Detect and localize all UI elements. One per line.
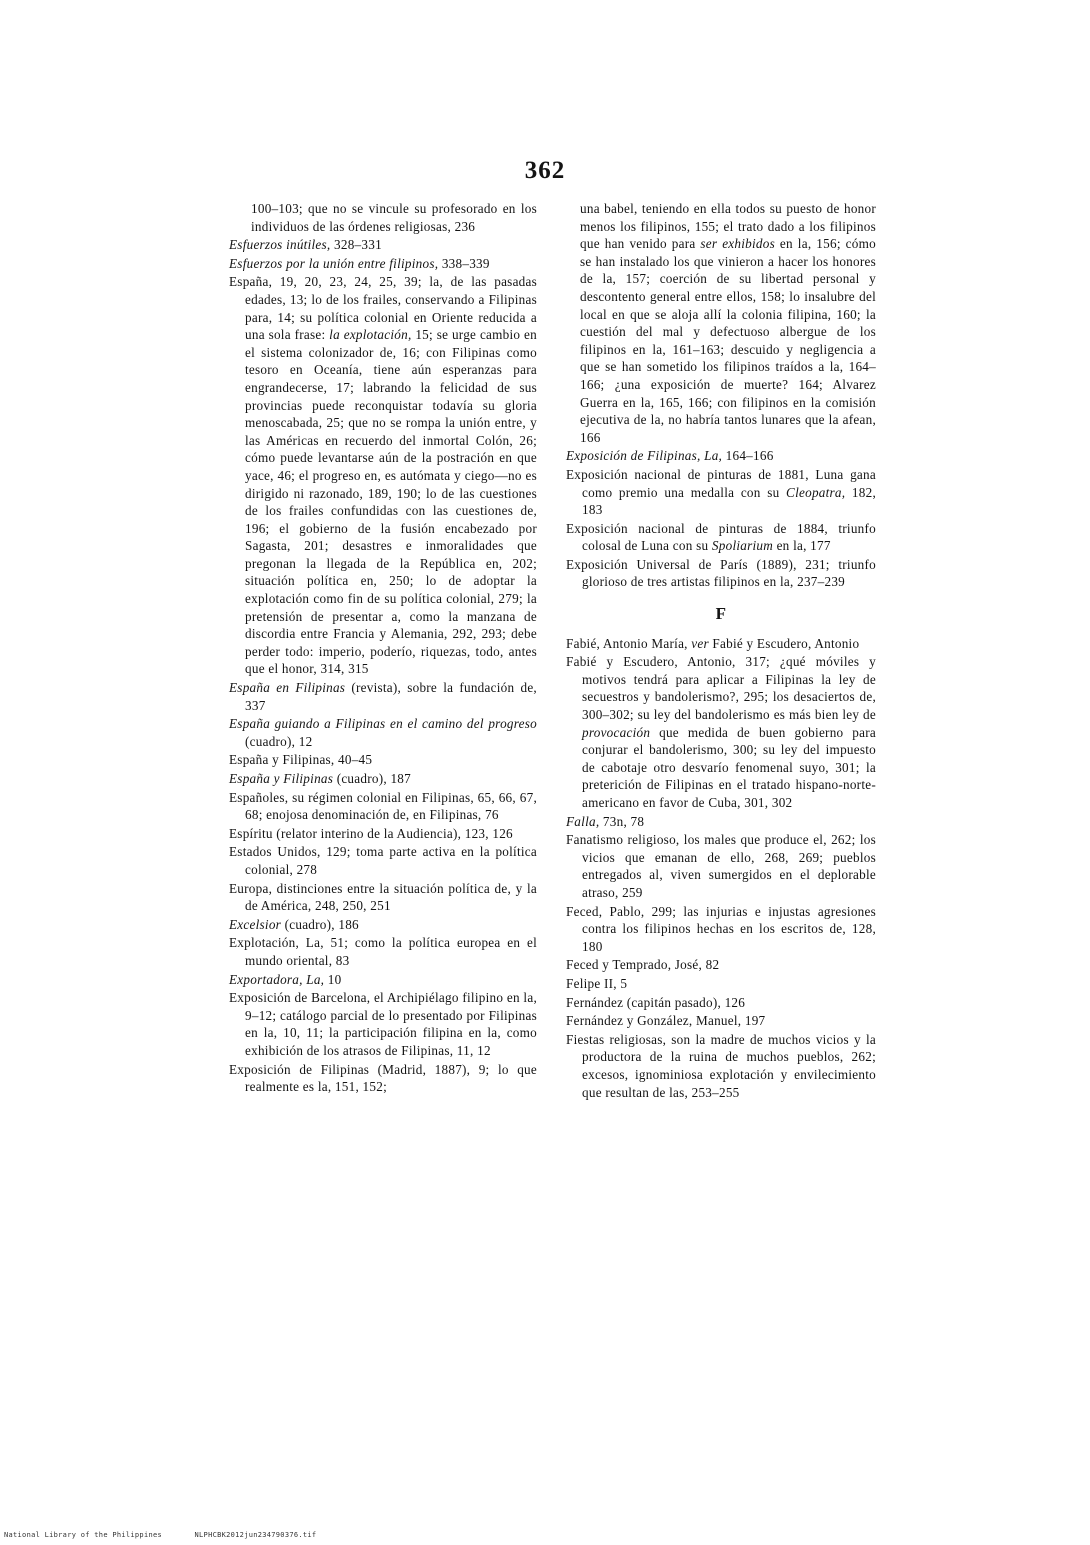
index-entry-text: (cuadro), 186 bbox=[281, 916, 359, 932]
index-entry-text: 164–166 bbox=[722, 448, 774, 464]
index-entry bbox=[229, 200, 537, 235]
index-entry-italic-text: la explotación, bbox=[329, 327, 412, 343]
index-entry bbox=[566, 520, 876, 555]
index-entry-text: España, 19, 20, 23, 24, 25, 39; la, de las pasadas edades, 13; lo de los frailes, conservando a Filipinas para, 14; su política colonial en Oriente reducida a una sola frase: bbox=[229, 274, 537, 343]
index-entry-text: 328–331 bbox=[330, 237, 382, 253]
index-entry-text: Fanatismo religioso, los males que produce el, 262; los vicios que emanan de ello, 268, 269; pueblos entregados al, viven sumergidos en el deplorable atraso, 259 bbox=[566, 832, 876, 900]
index-entry-text: Españoles, su régimen colonial en Filipinas, 65, 66, 67, 68; enojosa denominación de, en Filipinas, 76 bbox=[229, 789, 537, 823]
index-entry bbox=[229, 880, 537, 915]
index-entry-text: Exposición de Filipinas (Madrid, 1887), 9; lo que realmente es la, 151, 152; bbox=[229, 1061, 537, 1095]
index-entry bbox=[566, 1012, 876, 1030]
index-entry-text: Fabié y Escudero, Antonio, 317; ¿qué móviles y motivos tendrá para aplicar a Filipinas la ley de secuestros y bandolerismo?, 295; los desaciertos de, 300–302; su ley del bandolerismo es más bien ley de bbox=[566, 654, 876, 723]
index-entry bbox=[566, 447, 876, 465]
index-entry-italic-text: Excelsior bbox=[229, 916, 282, 932]
index-entry bbox=[229, 789, 537, 824]
index-entry-text: Exposición Universal de París (1889), 231; triunfo glorioso de tres artistas filipinos en la, 237–239 bbox=[566, 556, 876, 590]
scan-footer bbox=[4, 1531, 344, 1539]
index-entry bbox=[229, 1061, 537, 1096]
footer-library: National Library of the Philippines bbox=[4, 1531, 163, 1539]
index-entry-text: 100–103; que no se vincule su profesorado en los individuos de las órdenes religiosas, 236 bbox=[251, 201, 537, 234]
index-entry-text: Fernández y González, Manuel, 197 bbox=[566, 1013, 766, 1029]
index-entries-f bbox=[566, 635, 876, 1101]
index-entry bbox=[229, 236, 537, 254]
index-entry bbox=[566, 813, 876, 831]
index-entry-text: Fabié, Antonio María, bbox=[566, 635, 692, 651]
index-entry bbox=[229, 715, 537, 750]
index-entry bbox=[229, 679, 537, 714]
index-entry bbox=[566, 975, 876, 993]
index-entry-text: (cuadro), 187 bbox=[333, 771, 411, 786]
index-entry bbox=[229, 971, 537, 989]
index-entry-italic-text: provocación bbox=[582, 724, 651, 740]
index-entry-text: que medida de buen gobierno para conjurar el bandolerismo, 300; su ley del impuesto de cabotaje otro desvarío fenomenal suyo, 301; la preterición de Filipinas en el tratado hispano-norte-americano en favor de Cuba, 301, 302 bbox=[582, 724, 876, 810]
index-entry-text: 73n, 78 bbox=[599, 813, 645, 829]
index-entry bbox=[229, 770, 537, 788]
index-column-left bbox=[229, 200, 537, 1097]
index-entry bbox=[229, 273, 537, 678]
index-entry bbox=[566, 635, 876, 653]
index-entry-text: Europa, distinciones entre la situación política de, y la de América, 248, 250, 251 bbox=[229, 880, 537, 914]
index-entry bbox=[566, 1031, 876, 1101]
index-entry-text: Estados Unidos, 129; toma parte activa en la política colonial, 278 bbox=[229, 844, 537, 877]
index-entry bbox=[566, 466, 876, 519]
index-entry-text: en la, 177 bbox=[773, 538, 831, 554]
index-entry-text: una babel, teniendo en ella todos su puesto de honor menos los filipinos, 155; el trato dado a los filipinos que han venido para bbox=[580, 201, 876, 252]
index-entry bbox=[229, 255, 537, 273]
index-entry bbox=[229, 916, 537, 934]
index-entry-italic-text: Esfuerzos por la unión entre filipinos, bbox=[229, 255, 439, 271]
index-entry-text: Felipe II, 5 bbox=[566, 975, 628, 991]
index-entry-text: Exposición nacional de pinturas de 1881, Luna gana como premio una medalla con su bbox=[566, 466, 876, 500]
index-entry-text: 182, 183 bbox=[582, 484, 877, 518]
index-entry-text: en la, 156; cómo se han instalado los que vinieron a hacer los honores de la, 157; coerción de su libertad personal y descontento general entre ellos, 158; lo insalubre del local en que se aloja allí la colonia filipina, 160; la cuestión del mal y defectuoso albergue de los filipinos en la, 161–163; descuido y negligencia a que se han sometido los filipinos traídos a la, 164–166; ¿una exposición de muerte? 164; Alvarez Guerra en la, 165, 166; con filipinos en la comisión ejecutiva de la, no habría tantos lunares que la afean, 166 bbox=[580, 236, 876, 445]
index-entry-italic-text: Cleopatra, bbox=[786, 484, 846, 500]
index-entry-text: 338–339 bbox=[438, 255, 490, 271]
index-entry-italic-text: ver bbox=[691, 635, 709, 651]
index-entry-text: 10 bbox=[324, 971, 342, 987]
index-entry-text: Fernández (capitán pasado), 126 bbox=[566, 994, 746, 1010]
index-entry bbox=[229, 934, 537, 969]
index-entry bbox=[566, 200, 876, 446]
index-entry bbox=[566, 653, 876, 811]
index-entry bbox=[229, 989, 537, 1059]
index-entry bbox=[229, 751, 537, 769]
index-entry-text: 15; se urge cambio en el sistema colonizador de, 16; con Filipinas como tesoro en Oceanía, tiene aún esperanzas para engrandecerse, 17; labrando la felicidad de sus provincias puede reconquistar todavía su gloria menoscabada, 25; que no se rompa la unión entre, y las Américas en recuerdo del inmortal Colón, 26; cómo puede levantarse aún de la postración en que yace, 46; el progreso en, es autómata y ciego—no es dirigido ni razonado, 189, 190; lo de las cuestiones de los frailes confundidas con las cuestiones de, 196; el gobierno de la fusión encabezado por Sagasta, 201; desastres e inmoralidades que pregonan la llegada de la República en, 202; situación política en, 250; lo de adoptar la explotación como fin de su política colonial, 279; la pretensión de presentar a, como la manzana de discordia entre Francia y Alemania, 292, 293; debe perder todo: imperio, poderío, riquezas, todo, antes que el honor, 314, 315 bbox=[245, 327, 537, 677]
index-column-right bbox=[566, 200, 876, 1102]
index-entry-italic-text: Spoliarium bbox=[711, 538, 774, 554]
index-entry-text: Exposición nacional de pinturas de 1884, triunfo colosal de Luna con su bbox=[566, 520, 876, 554]
page-number: 362 bbox=[524, 157, 566, 184]
index-entry-italic-text: ser exhibidos bbox=[700, 236, 775, 252]
index-entry bbox=[566, 831, 876, 901]
footer-file-id: NLPHCBK2012jun234790376.tif bbox=[194, 1531, 317, 1539]
index-entry bbox=[566, 903, 876, 956]
index-entry-italic-text: España en Filipinas bbox=[229, 680, 346, 696]
index-entry-text: Espíritu (relator interino de la Audiencia), 123, 126 bbox=[229, 825, 513, 841]
index-entries-e-continued bbox=[566, 200, 876, 591]
index-entry-italic-text: España y Filipinas bbox=[229, 771, 334, 786]
index-entry-text: Fiestas religiosas, son la madre de muchos vicios y la productora de la ruina de muchos pueblos, 262; excesos, ignominiosa explotación y envilecimiento que resultan de las, 253–255 bbox=[566, 1031, 876, 1100]
index-entry-text: (cuadro), 12 bbox=[245, 733, 313, 749]
index-entry-text: Explotación, La, 51; como la política europea en el mundo oriental, 83 bbox=[229, 935, 537, 968]
index-entry bbox=[566, 994, 876, 1012]
index-entry-text: Fabié y Escudero, Antonio bbox=[708, 635, 860, 651]
index-entry-text: Feced, Pablo, 299; las injurias e injustas agresiones contra los filipinos hechas en los escritos de, 128, 180 bbox=[566, 903, 876, 954]
index-entry-italic-text: Falla, bbox=[566, 813, 600, 829]
index-entry bbox=[229, 825, 537, 843]
index-entry-italic-text: Esfuerzos inútiles, bbox=[229, 237, 331, 253]
index-entry-text: España y Filipinas, 40–45 bbox=[229, 752, 373, 768]
index-entry-italic-text: Exportadora, La, bbox=[229, 971, 325, 987]
index-entry-italic-text: Exposición de Filipinas, La, bbox=[566, 448, 723, 464]
section-letter-heading: F bbox=[715, 604, 727, 624]
index-entry bbox=[229, 843, 537, 878]
index-entry-text: Exposición de Barcelona, el Archipiélago filipino en la, 9–12; catálogo parcial de lo presentado por Filipinas en la, 10, 11; la participación filipina en la, como exhibición de los atrasos de Filipinas, 11, 12 bbox=[229, 990, 537, 1058]
index-entry bbox=[566, 956, 876, 974]
index-entry bbox=[566, 556, 876, 591]
index-entry-italic-text: España guiando a Filipinas en el camino del progreso bbox=[229, 716, 537, 732]
index-entry-text: (revista), sobre la fundación de, 337 bbox=[245, 680, 537, 713]
index-entry-text: Feced y Temprado, José, 82 bbox=[566, 957, 720, 973]
